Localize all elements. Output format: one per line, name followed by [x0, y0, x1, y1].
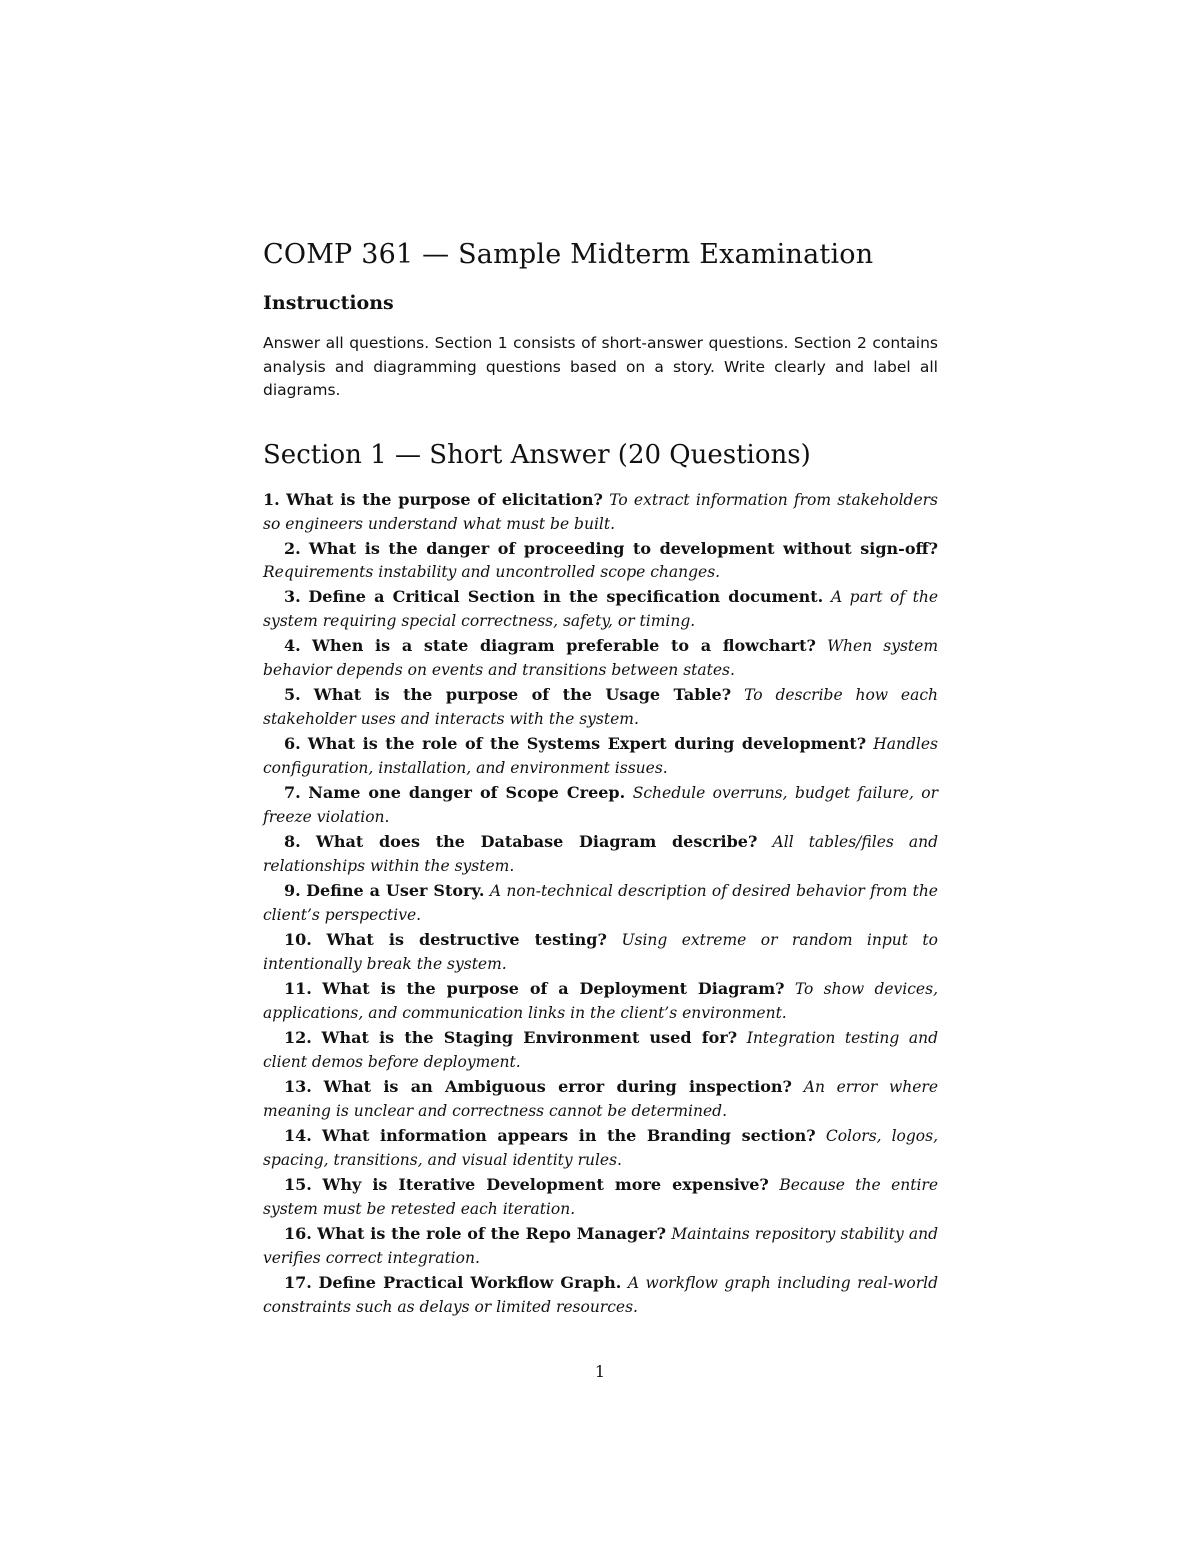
question-item	[263, 830, 938, 879]
question-text: Define a Critical Section in the specification document.	[308, 586, 824, 606]
question-item	[263, 634, 938, 683]
question-number: 13.	[284, 1076, 312, 1096]
question-text: What is the purpose of the Usage Table?	[313, 684, 732, 704]
question-item	[263, 928, 938, 977]
question-item	[263, 537, 938, 585]
question-text: What is the Staging Environment used for?	[321, 1027, 738, 1047]
question-item	[263, 1124, 938, 1173]
question-text: When is a state diagram preferable to a flowchart?	[311, 635, 816, 655]
question-text: What is the purpose of elicitation?	[286, 489, 603, 509]
question-text: Define a User Story.	[306, 880, 485, 900]
question-number: 16.	[284, 1223, 312, 1243]
question-item	[263, 1222, 938, 1271]
question-text: Why is Iterative Development more expensive?	[322, 1174, 769, 1194]
answer-text: To describe how each stakeholder uses and interacts with the system.	[263, 685, 939, 728]
question-item	[263, 683, 938, 732]
answer-text: Schedule overruns, budget failure, or freeze violation.	[263, 783, 939, 826]
question-number: 8.	[284, 831, 301, 851]
answer-text: A non-technical description of desired behavior from the client’s perspective.	[263, 881, 938, 924]
instructions-body: Answer all questions. Section 1 consists of short-answer questions. Section 2 contains analysis and diagramming questions based on a story. Write clearly and label all diagrams.	[263, 334, 938, 399]
exam-title: COMP 361 — Sample Midterm Examination	[263, 239, 874, 270]
question-number: 5.	[284, 684, 301, 704]
question-number: 6.	[284, 733, 301, 753]
question-number: 17.	[284, 1272, 312, 1292]
question-text: What is an Ambiguous error during inspection?	[323, 1076, 792, 1096]
answer-text: Integration testing and client demos before deployment.	[263, 1028, 939, 1071]
answer-text: A workflow graph including real-world constraints such as delays or limited resources.	[263, 1273, 938, 1316]
question-item	[263, 1075, 938, 1124]
question-text: What information appears in the Branding section?	[322, 1125, 816, 1145]
question-item	[263, 488, 938, 537]
question-item	[263, 1173, 938, 1222]
answer-text: An error where meaning is unclear and correctness cannot be determined.	[263, 1077, 938, 1120]
question-number: 4.	[284, 635, 301, 655]
answer-text: When system behavior depends on events and transitions between states.	[263, 636, 939, 679]
question-number: 3.	[284, 586, 301, 606]
question-number: 1.	[263, 489, 280, 509]
answer-text: To show devices, applications, and communication links in the client’s environment.	[263, 979, 938, 1022]
question-text: What is the role of the Systems Expert during development?	[307, 733, 867, 753]
question-number: 12.	[284, 1027, 312, 1047]
answer-text: To extract information from stakeholders so engineers understand what must be built.	[263, 490, 939, 533]
answer-text: Using extreme or random input to intentionally break the system.	[263, 930, 938, 973]
question-text: What is the role of the Repo Manager?	[317, 1223, 667, 1243]
question-text: Define Practical Workflow Graph.	[318, 1272, 622, 1292]
question-number: 10.	[284, 929, 312, 949]
question-text: What is the purpose of a Deployment Diagram?	[322, 978, 785, 998]
page-content	[263, 236, 938, 1320]
answer-text: A part of the system requiring special correctness, safety, or timing.	[263, 587, 938, 630]
question-item	[263, 1026, 938, 1075]
answer-text: Maintains repository stability and verifies correct integration.	[263, 1224, 938, 1267]
question-text: What is the danger of proceeding to development without sign-off?	[308, 538, 938, 558]
page-number: 1	[594, 1362, 606, 1381]
question-item	[263, 732, 938, 781]
answer-text: Colors, logos, spacing, transitions, and visual identity rules.	[263, 1126, 939, 1169]
instructions-heading: Instructions	[263, 292, 394, 314]
question-item	[263, 781, 938, 830]
question-item	[263, 977, 938, 1026]
answer-text: Handles configuration, installation, and environment issues.	[263, 734, 938, 777]
section-1-heading: Section 1 — Short Answer (20 Questions)	[263, 439, 811, 470]
answer-text: Requirements instability and uncontrolled scope changes.	[263, 563, 721, 581]
question-number: 2.	[284, 538, 301, 558]
question-list	[263, 488, 938, 1320]
question-number: 14.	[284, 1125, 312, 1145]
answer-text: All tables/files and relationships within the system.	[263, 832, 939, 875]
question-item	[263, 1271, 938, 1320]
question-item	[263, 879, 938, 928]
question-number: 11.	[284, 978, 312, 998]
question-text: What is destructive testing?	[326, 929, 607, 949]
question-text: Name one danger of Scope Creep.	[308, 782, 626, 802]
question-text: What does the Database Diagram describe?	[315, 831, 758, 851]
question-number: 15.	[284, 1174, 312, 1194]
answer-text: Because the entire system must be retested each iteration.	[263, 1175, 938, 1218]
question-item	[263, 585, 938, 634]
question-number: 9.	[284, 880, 301, 900]
question-number: 7.	[284, 782, 301, 802]
